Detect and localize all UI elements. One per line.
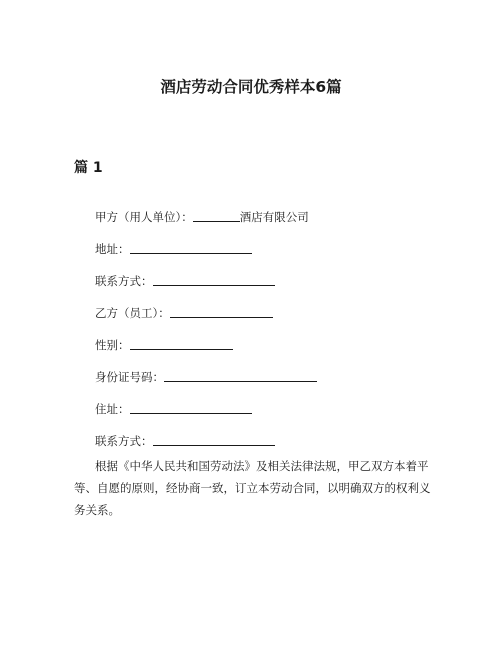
field-id-number [95,369,317,385]
document-title: 酒店劳动合同优秀样本6篇 [160,78,342,96]
fill-blank [153,273,275,286]
fill-blank [153,433,275,446]
fill-blank [193,209,240,222]
field-address [95,241,252,257]
fill-blank [130,241,252,254]
preamble-paragraph: 根据《中华人民共和国劳动法》及相关法律法规，甲乙双方本着平等、自愿的原则，经协商一致，订立本劳动合同，以明确双方的权利义务关系。 [74,459,431,517]
field-party-a [95,209,309,225]
field-label: 甲方（用人单位）： [95,210,193,224]
fill-blank [130,337,233,350]
field-label: 联系方式： [95,274,153,288]
fill-blank [170,305,273,318]
field-gender [95,337,233,353]
field-label: 乙方（员工）： [95,306,170,320]
fill-blank [164,369,317,382]
field-contact-a [95,273,275,289]
fill-blank [130,401,252,414]
field-contact-b [95,433,275,449]
field-label: 住址： [95,402,130,416]
field-label: 联系方式： [95,434,153,448]
field-suffix: 酒店有限公司 [239,210,309,224]
field-label: 地址： [95,242,130,256]
field-label: 性别： [95,338,130,352]
field-party-b [95,305,273,321]
field-residence [95,401,252,417]
section-heading: 篇 1 [74,160,103,176]
field-label: 身份证号码： [95,370,164,384]
